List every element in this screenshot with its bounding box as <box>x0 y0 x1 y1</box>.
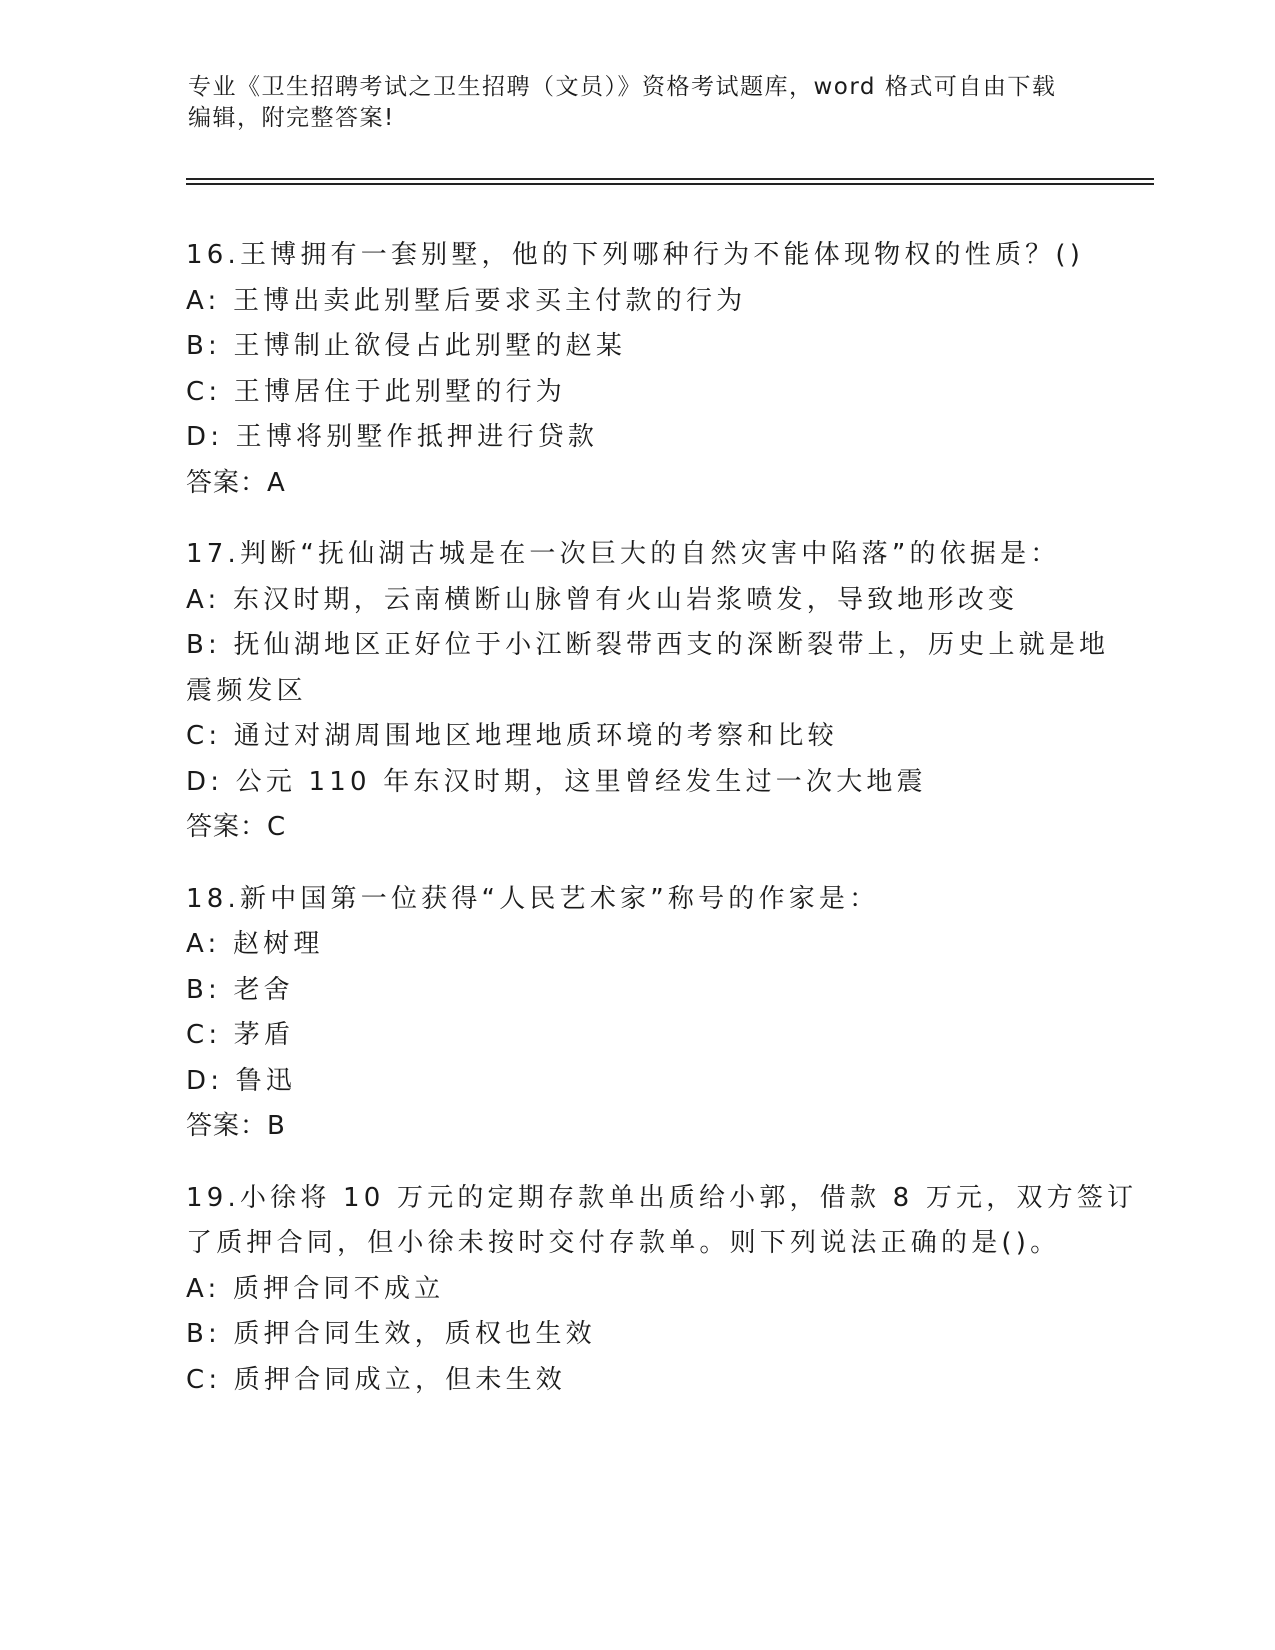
option-d: D: 公元 110 年东汉时期，这里曾经发生过一次大地震 <box>186 766 927 797</box>
option-d: D: 王博将别墅作抵押进行贷款 <box>186 422 599 452</box>
header-line-2: 编辑，附完整答案! <box>188 105 395 131</box>
option-d: D: 鲁迅 <box>186 1065 297 1096</box>
option-c: C: 王博居住于此别墅的行为 <box>186 376 566 407</box>
option-c: C: 通过对湖周围地区地理地质环境的考察和比较 <box>186 721 838 751</box>
question-text: 16.王博拥有一套别墅，他的下列哪种行为不能体现物权的性质？() <box>186 240 1085 270</box>
option-a: A: 质押合同不成立 <box>186 1273 445 1304</box>
question-17 <box>186 532 1110 851</box>
answer: 答案：A <box>186 467 286 498</box>
question-text: 18.新中国第一位获得“人民艺术家”称号的作家是： <box>186 883 880 914</box>
question-list <box>186 233 1138 1429</box>
header-divider-top <box>186 178 1154 180</box>
option-c: C: 质押合同成立，但未生效 <box>186 1364 566 1395</box>
question-text-continued: 了质押合同，但小徐未按时交付存款单。则下列说法正确的是()。 <box>186 1228 1061 1258</box>
header-line-1: 专业《卫生招聘考试之卫生招聘（文员）》资格考试题库，word 格式可自由下载 <box>188 74 1057 100</box>
answer: 答案：C <box>186 812 287 842</box>
option-b: B: 老舍 <box>186 974 294 1005</box>
question-16 <box>186 233 1086 506</box>
option-a: A: 王博出卖此别墅后要求买主付款的行为 <box>186 285 747 316</box>
header-divider-bottom <box>186 183 1154 185</box>
question-18 <box>186 877 1086 1150</box>
option-b-continued: 震频发区 <box>186 675 307 706</box>
document-header <box>188 72 1088 134</box>
question-text: 19.小徐将 10 万元的定期存款单出质给小郭，借款 8 万元，双方签订 <box>186 1182 1138 1213</box>
answer: 答案：B <box>186 1111 286 1141</box>
option-b: B: 抚仙湖地区正好位于小江断裂带西支的深断裂带上，历史上就是地 <box>186 630 1110 660</box>
option-c: C: 茅盾 <box>186 1020 295 1050</box>
option-b: B: 质押合同生效，质权也生效 <box>186 1319 596 1349</box>
option-b: B: 王博制止欲侵占此别墅的赵某 <box>186 331 627 361</box>
option-a: A: 东汉时期，云南横断山脉曾有火山岩浆喷发，导致地形改变 <box>186 584 1019 615</box>
question-text: 17.判断“抚仙湖古城是在一次巨大的自然灾害中陷落”的依据是： <box>186 539 1061 569</box>
option-a: A: 赵树理 <box>186 929 324 959</box>
question-19 <box>186 1176 1138 1404</box>
